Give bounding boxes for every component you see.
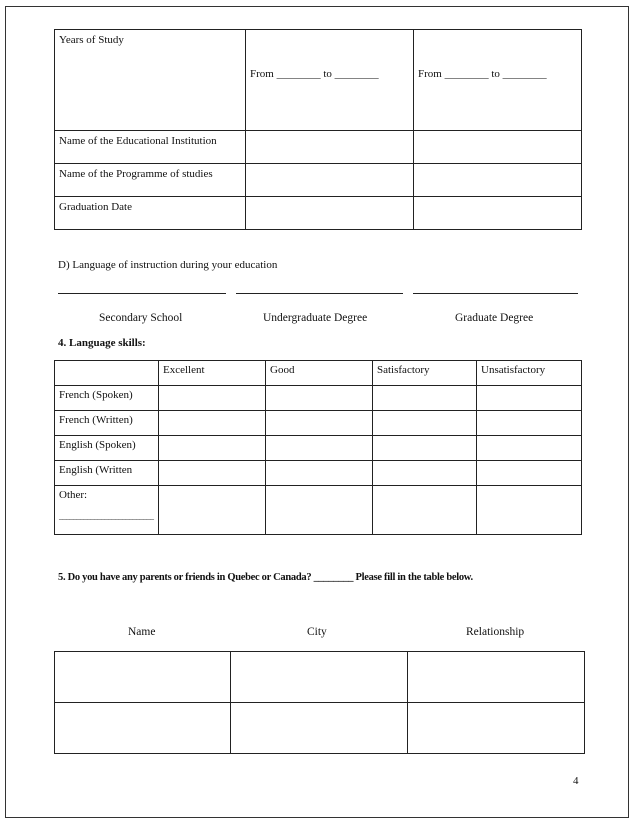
contact-relationship-cell[interactable] — [408, 652, 585, 703]
undergraduate-label: Undergraduate Degree — [263, 312, 368, 324]
table-row — [55, 411, 582, 436]
graduation-cell-2[interactable] — [414, 197, 582, 230]
skill-cell[interactable] — [266, 436, 373, 461]
programme-cell-2[interactable] — [414, 164, 582, 197]
language-skills-table — [54, 360, 582, 535]
table-row — [55, 131, 582, 164]
institution-cell-2[interactable] — [414, 131, 582, 164]
secondary-school-label: Secondary School — [99, 312, 183, 324]
header-excellent: Excellent — [159, 361, 266, 386]
skill-cell[interactable] — [373, 386, 477, 411]
skill-cell[interactable] — [159, 486, 266, 535]
skill-cell[interactable] — [373, 461, 477, 486]
row-label: English (Spoken) — [55, 436, 159, 461]
undergraduate-line[interactable] — [236, 293, 403, 294]
skill-cell[interactable] — [266, 411, 373, 436]
contact-relationship-cell[interactable] — [408, 703, 585, 754]
table-row — [55, 30, 582, 131]
skill-cell[interactable] — [477, 486, 582, 535]
skill-cell[interactable] — [477, 461, 582, 486]
years-from-to-1[interactable]: From ________ to ________ — [246, 30, 414, 131]
header-relationship: Relationship — [466, 626, 525, 638]
graduation-cell-1[interactable] — [246, 197, 414, 230]
table-row — [55, 486, 582, 535]
header-city: City — [307, 626, 327, 638]
header-cell — [55, 361, 159, 386]
other-blank[interactable]: ___________________________ — [59, 512, 154, 521]
row-label: Name of the Programme of studies — [55, 164, 246, 197]
programme-cell-1[interactable] — [246, 164, 414, 197]
skill-cell[interactable] — [159, 436, 266, 461]
contact-name-cell[interactable] — [55, 652, 231, 703]
row-label: Years of Study — [55, 30, 246, 131]
years-from-to-2[interactable]: From ________ to ________ — [414, 30, 582, 131]
row-label-other — [55, 486, 159, 535]
skill-cell[interactable] — [477, 436, 582, 461]
row-label: Graduation Date — [55, 197, 246, 230]
skill-cell[interactable] — [159, 461, 266, 486]
skill-cell[interactable] — [373, 411, 477, 436]
skill-cell[interactable] — [373, 436, 477, 461]
table-row — [55, 164, 582, 197]
table-row — [55, 361, 582, 386]
skill-cell[interactable] — [477, 386, 582, 411]
header-satisfactory: Satisfactory — [373, 361, 477, 386]
header-unsatisfactory: Unsatisfactory — [477, 361, 582, 386]
row-label: French (Written) — [55, 411, 159, 436]
graduate-label: Graduate Degree — [455, 312, 534, 324]
table-row — [55, 652, 585, 703]
skill-cell[interactable] — [266, 386, 373, 411]
contact-city-cell[interactable] — [231, 652, 408, 703]
table-row — [55, 197, 582, 230]
skill-cell[interactable] — [373, 486, 477, 535]
skill-cell[interactable] — [159, 411, 266, 436]
header-good: Good — [266, 361, 373, 386]
page-number: 4 — [573, 775, 579, 787]
language-skills-heading: 4. Language skills: — [58, 337, 146, 349]
table-row — [55, 386, 582, 411]
table-row — [55, 703, 585, 754]
header-name: Name — [128, 626, 156, 638]
skill-cell[interactable] — [266, 486, 373, 535]
row-label: French (Spoken) — [55, 386, 159, 411]
contact-city-cell[interactable] — [231, 703, 408, 754]
other-label: Other: — [59, 489, 88, 501]
skill-cell[interactable] — [159, 386, 266, 411]
row-label: Name of the Educational Institution — [55, 131, 246, 164]
skill-cell[interactable] — [266, 461, 373, 486]
skill-cell[interactable] — [477, 411, 582, 436]
row-label: English (Written — [55, 461, 159, 486]
institution-cell-1[interactable] — [246, 131, 414, 164]
secondary-school-line[interactable] — [58, 293, 226, 294]
table-row — [55, 461, 582, 486]
contacts-question: 5. Do you have any parents or friends in Quebec or Canada? ________ Please fill in the table below. — [58, 572, 473, 583]
language-instruction-question: D) Language of instruction during your education — [58, 259, 278, 271]
contact-name-cell[interactable] — [55, 703, 231, 754]
table-row — [55, 436, 582, 461]
graduate-line[interactable] — [413, 293, 578, 294]
education-table — [54, 29, 582, 230]
contacts-table — [54, 651, 585, 754]
